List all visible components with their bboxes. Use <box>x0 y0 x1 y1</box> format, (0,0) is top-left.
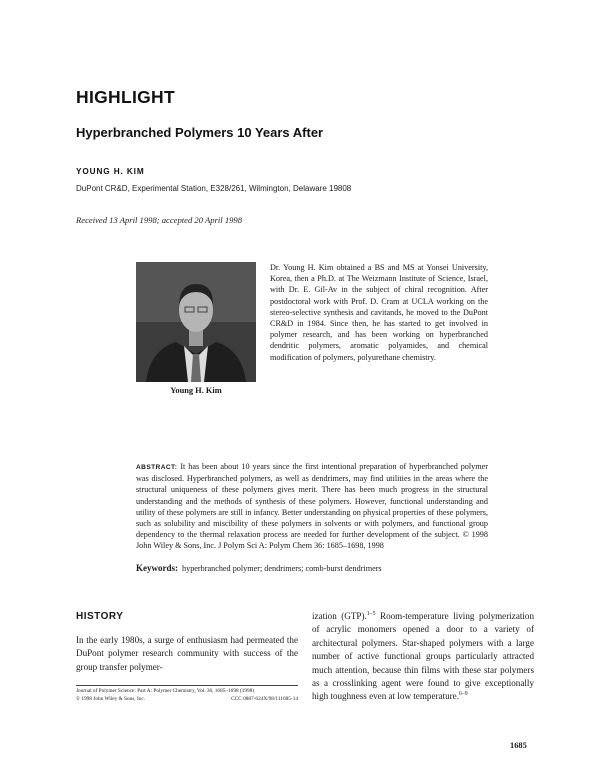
citation-ref: 1–5 <box>366 610 376 617</box>
abstract-text: It has been about 10 years since the first intentional preparation of hyperbranched polymer was disclosed. Hyperbranched polymers, as well as dendrimers, may find utilities in the areas where the structural uniqueness of these polymers gives merit. There has been much progress in the structural understanding and the methods of synthesis of these polymers. However, functional understanding and utility of these polymers are still in infancy. Better understanding on physical properties of these polymers, such as solubility and miscibility of these polymers in solvents or with polymers, and functional group dependency to the thermal relaxation process are needed for further development of the subject. © 1998 John Wiley & Sons, Inc. J Polym Sci A: Polym Chem 36: 1685–1698, 1998 <box>136 462 488 551</box>
abstract <box>136 461 488 552</box>
body-column-left: In the early 1980s, a surge of enthusiasm had permeated the DuPont polymer research community with success of the group transfer polymer- <box>76 635 298 672</box>
received-dates: Received 13 April 1998; accepted 20 April 1998 <box>76 215 243 225</box>
author-affiliation: DuPont CR&D, Experimental Station, E328/261, Wilmington, Delaware 19808 <box>76 184 352 193</box>
author-biography: Dr. Young H. Kim obtained a BS and MS at Yonsei University, Korea, then a Ph.D. at The Weizmann Institute of Science, Israel, with Dr. E. Gil-Av in the subject of chiral recognition. After postdoctoral work with Prof. D. Cram at UCLA working on the stereo-selective synthesis and cavitands, he moved to the DuPont CR&D in 1984. Since then, he has started to get involved in polymer research, and has been working on hyperbranched dendritic polymers, aromatic polyamides, and chemical modification of polymers, polyurethane chemistry. <box>270 263 488 362</box>
body-text: Room-temperature living polymerization of acrylic monomers opened a door to a variety of architectural polymers. Star-shaped polymers with a large number of active functional groups particularly attracted much attention, because thin films with these star polymers as a crosslinking agent were found to give exceptionally high toughness even at low temperature. <box>312 611 534 702</box>
page-number: 1685 <box>510 741 527 750</box>
body-column-right <box>312 610 534 704</box>
history-heading: HISTORY <box>76 611 124 622</box>
author-photo <box>136 262 256 382</box>
keywords-label: Keywords: <box>136 563 178 573</box>
portrait-illustration <box>136 262 256 382</box>
keywords <box>136 563 488 574</box>
keywords-text: hyperbranched polymer; dendrimers; comb-burst dendrimers <box>182 564 382 573</box>
ccc-code: CCC 0887-624X/98/111685-14 <box>231 695 298 702</box>
author-name: YOUNG H. KIM <box>76 167 145 176</box>
body-text: ization (GTP). <box>312 611 367 621</box>
journal-footer <box>76 688 298 703</box>
footer-divider <box>76 685 298 686</box>
article-title: Hyperbranched Polymers 10 Years After <box>76 125 324 140</box>
photo-caption: Young H. Kim <box>170 386 222 395</box>
abstract-label: ABSTRACT: <box>136 464 178 471</box>
copyright: © 1998 John Wiley & Sons, Inc. <box>76 695 146 702</box>
section-label: HIGHLIGHT <box>76 87 175 107</box>
citation-ref: 6–9 <box>458 691 468 698</box>
journal-citation: Journal of Polymer Science: Part A: Polymer Chemistry, Vol. 36, 1685–1698 (1998) <box>76 688 255 694</box>
